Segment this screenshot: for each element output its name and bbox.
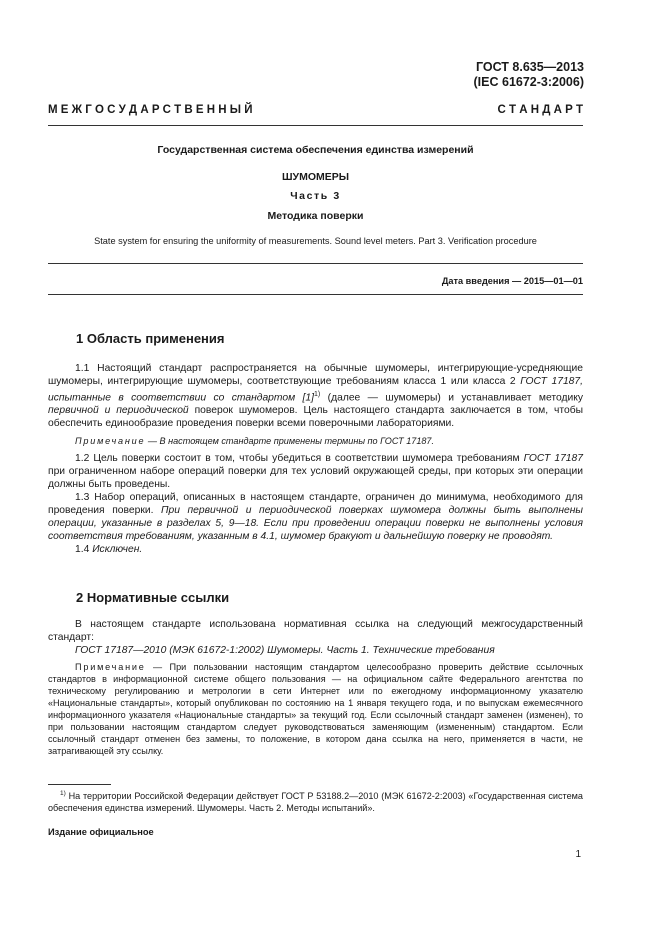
page-number: 1 — [575, 849, 581, 860]
paragraph-1-4: 1.4 Исключен. — [75, 544, 143, 556]
note-1: Примечание — В настоящем стандарте применены термины по ГОСТ 17187. — [75, 436, 435, 447]
standard-code — [474, 60, 584, 90]
standard-code-iec: (IEC 61672-3:2006) — [473, 75, 584, 89]
header-rule — [48, 125, 583, 126]
note-2: Примечание — При пользовании настоящим стандартом целесообразно проверить действие ссылочных стандартов в информационной системе общего пользования — на официальном сайте Федерального агентства по техническому регулированию и метрологии в сети Интернет или по ежегодному информационному указателю «Национальные стандарты», который опубликован по состоянию на 1 января текущего года, и по выпускам ежемесячного информационного указателя «Национальные стандарты» за текущий год. Если ссылочный стандарт заменен (изменен), то при пользовании настоящим стандартом следует руководствоваться заменяющим (измененным) стандартом. Если ссылочный стандарт отменен без замены, то положение, в котором дана ссылка на него, применяется в части, не затрагивающей эту ссылку. — [48, 662, 583, 756]
doc-name: ШУМОМЕРЫ — [281, 171, 350, 183]
footnote-rule — [48, 784, 111, 785]
section2-body — [48, 618, 583, 757]
section1-heading: 1 Область применения — [76, 331, 225, 346]
doc-subtitle: Методика поверки — [267, 210, 364, 222]
english-title: State system for ensuring the uniformity of measurements. Sound level meters. Part 3. Verification procedure — [94, 236, 537, 246]
section1-body — [48, 362, 583, 556]
footnote: $^{1)}$ На территории Российской Федерации действует ГОСТ Р 53188.2—2010 (МЭК 61672-2:2003) «Государственная система обеспечения единства измерений. Шумомеры. Часть 2. Методы испытаний». — [48, 790, 583, 814]
paragraph-2-1: В настоящем стандарте использована нормативная ссылка на следующий межгосударственный стандарт: — [48, 619, 583, 643]
paragraph-1-2: 1.2 Цель поверки состоит в том, чтобы убедиться в соответствии шумомера требованиям ГОСТ 17187 при ограниченном наборе операций поверки для тех условий окружающей среды, при которых эти операции должны быть проведены. — [48, 453, 583, 491]
official-edition: Издание официальное — [48, 827, 154, 837]
introduction-date: Дата введения — 2015—01—01 — [441, 276, 583, 286]
title-rule — [48, 263, 583, 264]
normative-reference: ГОСТ 17187—2010 (МЭК 61672-1:2002) Шумомеры. Часть 1. Технические требования — [75, 645, 495, 656]
doc-part: Часть 3 — [290, 190, 341, 202]
date-rule — [48, 294, 583, 295]
paragraph-1-3: 1.3 Набор операций, описанных в настоящем стандарте, ограничен до минимума, необходимого для проведения поверки. При первичной и периодической поверках шумомера должны быть выполнены операции, указанные в разделах 5, 9—18. Если при проведении операции поверки не выполнены условия соответствия требованиям, указанным в 4.1, шумомер бракуют и дальнейшую поверку не проводят. — [48, 492, 583, 543]
paragraph-1-1: 1.1 Настоящий стандарт распространяется на обычные шумомеры, интегрирующие-усредняющие шумомеры, интегрирующие шумомеры, соответствующие требованиям класса 1 или класса 2 ГОСТ 17187, испытанные в соответствии со стандартом $[1]^{1)}$ (далее — шумомеры) и устанавливает методику первичной и периодической поверок шумомеров. Цель настоящего стандарта заключается в том, чтобы обеспечить единообразие проведения поверки всеми поверочными лабораториями. — [48, 363, 584, 430]
standard-code-gost: ГОСТ 8.635—2013 — [475, 60, 584, 74]
interstate-standard-banner — [48, 104, 583, 116]
system-title: Государственная система обеспечения единства измерений — [157, 144, 474, 156]
banner-word-standard: С Т А Н Д А Р Т — [497, 104, 583, 116]
section2-heading: 2 Нормативные ссылки — [76, 590, 230, 605]
banner-word-interstate: М Е Ж Г О С У Д А Р С Т В Е Н Н Ы Й — [48, 104, 253, 116]
